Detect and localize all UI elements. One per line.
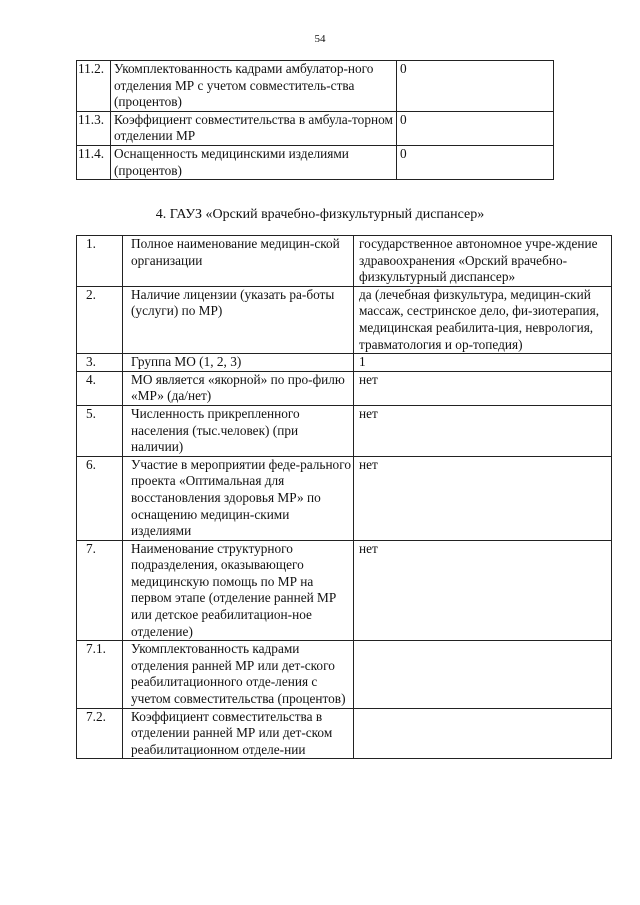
row-number: 11.3. (77, 111, 111, 145)
table-row (77, 405, 612, 456)
row-value: 0 (397, 145, 554, 179)
table-row (77, 145, 554, 179)
row-value: да (лечебная физкультура, медицин-ский массаж, сестринское дело, фи-зиотерапия, медицинская реабилита-ция, неврология, травматология и ор-топедия) (354, 286, 612, 353)
table-row (77, 286, 612, 353)
row-indicator-name: Наличие лицензии (указать ра-боты (услуги) по МР) (123, 286, 354, 353)
table-row (77, 61, 554, 112)
row-indicator-name: Укомплектованность кадрами амбулатор-ного отделения МР с учетом совместитель-ства (процентов) (111, 61, 397, 112)
row-indicator-name: Коэффициент совместительства в отделении ранней МР или дет-ском реабилитационном отделе-нии (123, 708, 354, 759)
row-value: нет (354, 371, 612, 405)
row-number: 7.2. (77, 708, 123, 759)
row-value: нет (354, 405, 612, 456)
row-number: 5. (77, 405, 123, 456)
table-row (77, 236, 612, 287)
indicators-table-continued (76, 60, 554, 180)
row-indicator-name: Коэффициент совместительства в амбула-торном отделении МР (111, 111, 397, 145)
row-number: 11.2. (77, 61, 111, 112)
row-value (354, 708, 612, 759)
row-indicator-name: Численность прикрепленного населения (тыс.человек) (при наличии) (123, 405, 354, 456)
row-value: 0 (397, 111, 554, 145)
row-value (354, 641, 612, 708)
organization-info-table (76, 235, 612, 759)
row-indicator-name: Наименование структурного подразделения, оказывающего медицинскую помощь по МР на первом этапе (отделение ранней МР или детское реабилитацион-ное отделение) (123, 540, 354, 641)
table-row (77, 540, 612, 641)
table-row (77, 354, 612, 372)
page-number: 54 (314, 33, 326, 45)
row-value: 1 (354, 354, 612, 372)
row-indicator-name: Укомплектованность кадрами отделения ранней МР или дет-ского реабилитационного отде-ления с учетом совместительства (процентов) (123, 641, 354, 708)
table-row (77, 708, 612, 759)
row-number: 3. (77, 354, 123, 372)
row-value: государственное автономное учре-ждение здравоохранения «Орский врачебно-физкультурный диспансер» (354, 236, 612, 287)
row-value: 0 (397, 61, 554, 112)
table-row (77, 456, 612, 540)
row-number: 11.4. (77, 145, 111, 179)
table-row (77, 371, 612, 405)
row-indicator-name: Группа МО (1, 2, 3) (123, 354, 354, 372)
row-indicator-name: Полное наименование медицин-ской организации (123, 236, 354, 287)
row-number: 1. (77, 236, 123, 287)
row-number: 7.1. (77, 641, 123, 708)
row-value: нет (354, 456, 612, 540)
row-number: 6. (77, 456, 123, 540)
row-indicator-name: Участие в мероприятии феде-рального проекта «Оптимальная для восстановления здоровья МР» по оснащению медицин-скими изделиями (123, 456, 354, 540)
row-indicator-name: Оснащенность медицинскими изделиями (процентов) (111, 145, 397, 179)
row-number: 7. (77, 540, 123, 641)
table-row (77, 641, 612, 708)
row-value: нет (354, 540, 612, 641)
row-number: 2. (77, 286, 123, 353)
section-title: 4. ГАУЗ «Орский врачебно-физкультурный диспансер» (155, 207, 485, 222)
table-row (77, 111, 554, 145)
row-number: 4. (77, 371, 123, 405)
row-indicator-name: МО является «якорной» по про-филю «МР» (да/нет) (123, 371, 354, 405)
